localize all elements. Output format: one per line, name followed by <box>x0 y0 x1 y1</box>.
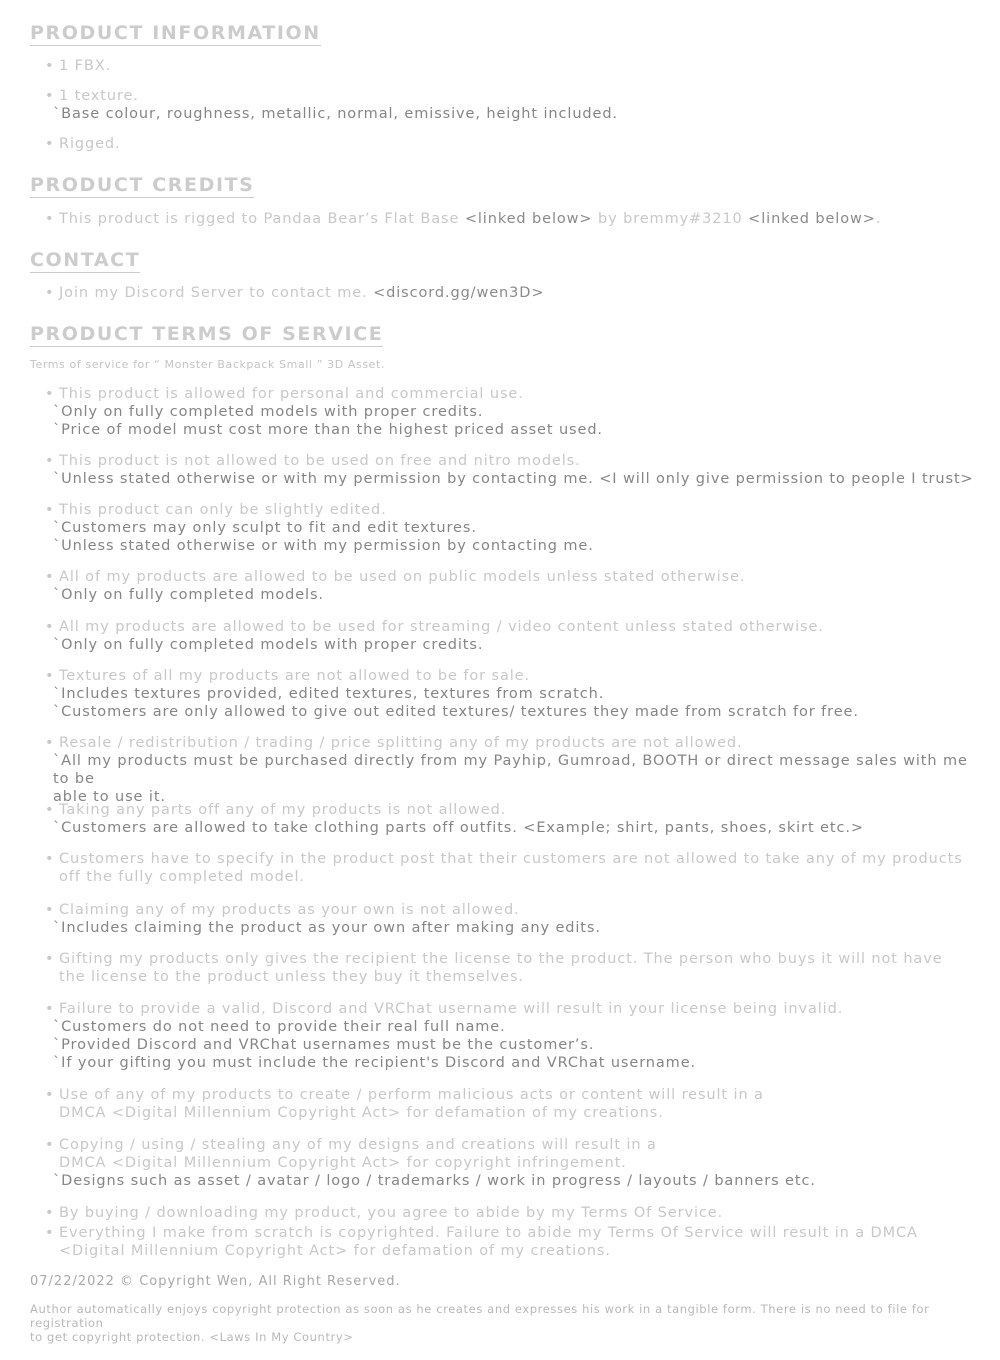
tos-item-continuation: the license to the product unless they buy it themselves. <box>59 969 524 985</box>
contact-heading: CONTACT <box>30 249 141 271</box>
bullet-icon: • <box>45 1137 55 1153</box>
tos-item: • Taking any parts off any of my products is not allowed. `Customers are allowed to take clothing parts off outfits. <Example; shirt, pants, shoes, skirt etc.> <box>45 801 980 837</box>
list-item: • This product is rigged to Pandaa Bear’s Flat Base <linked below> by bremmy#3210 <linked below>. <box>45 211 882 227</box>
tos-item: • This product can only be slightly edited. `Customers may only sculpt to fit and edit textures. `Unless stated otherwise or with my permission by contacting me. <box>45 501 980 555</box>
tos-item: • Failure to provide a valid, Discord and VRChat username will result in your license being invalid. `Customers do not need to provide their real full name. `Provided Discord and VRChat usernames must be the customer’s. `If your gifting you must include the recipient's Discord and VRChat username. <box>45 1000 980 1072</box>
tos-item-detail: able to use it. <box>53 789 166 805</box>
tos-item-detail: `Includes textures provided, edited textures, textures from scratch. <box>53 686 605 702</box>
bullet-icon: • <box>45 902 55 918</box>
tos-item-detail: `Customers do not need to provide their real full name. <box>53 1019 506 1035</box>
bullet-icon: • <box>45 58 55 74</box>
bullet-icon: • <box>45 386 55 402</box>
tos-intro: Terms of service for “ Monster Backpack Small ” 3D Asset. <box>30 358 386 371</box>
bullet-icon: • <box>45 802 55 818</box>
bullet-icon: • <box>45 285 55 301</box>
bullet-icon: • <box>45 453 55 469</box>
bullet-icon: • <box>45 1087 55 1103</box>
product-information-heading: PRODUCT INFORMATION <box>30 22 321 44</box>
contact-section <box>30 249 980 273</box>
bullet-icon: • <box>45 619 55 635</box>
list-item: • Rigged. <box>45 136 121 152</box>
list-item: • 1 texture. `Base colour, roughness, metallic, normal, emissive, height included. <box>45 88 618 122</box>
copyright-note: Author automatically enjoys copyright protection as soon as he creates and expresses his work in a tangible form. There is no need to file for registration to get copyright protection. <Laws In My Country> <box>30 1302 930 1344</box>
tos-item-detail: `Provided Discord and VRChat usernames must be the customer’s. <box>53 1037 595 1053</box>
bullet-icon: • <box>45 1205 55 1221</box>
tos-item: • Use of any of my products to create / perform malicious acts or content will result in a DMCA <Digital Millennium Copyright Act> for defamation of my creations. <box>45 1086 980 1122</box>
tos-item: • Textures of all my products are not allowed to be for sale. `Includes textures provided, edited textures, textures from scratch. `Customers are only allowed to give out edited textures/ textures they made from scratch for free. <box>45 667 980 721</box>
bullet-icon: • <box>45 1225 55 1241</box>
base-link[interactable]: <linked below> <box>464 211 593 227</box>
tos-item-detail: `Customers are only allowed to give out edited textures/ textures they made from scratch for free. <box>53 704 859 720</box>
tos-item: • This product is allowed for personal and commercial use. `Only on fully completed models with proper credits. `Price of model must cost more than the highest priced asset used. <box>45 385 980 439</box>
product-information-section <box>30 22 980 46</box>
rigger-link[interactable]: <linked below> <box>748 211 876 227</box>
tos-item-detail: `Price of model must cost more than the highest priced asset used. <box>53 422 603 438</box>
tos-item-continuation: <Digital Millennium Copyright Act> for defamation of my creations. <box>59 1243 611 1259</box>
tos-item-detail: `Customers are allowed to take clothing parts off outfits. <Example; shirt, pants, shoes, skirt etc.> <box>53 820 864 836</box>
tos-section <box>30 323 980 347</box>
bullet-icon: • <box>45 735 55 751</box>
list-item: • 1 FBX. <box>45 58 112 74</box>
tos-item: • All my products are allowed to be used for streaming / video content unless stated otherwise. `Only on fully completed models with proper credits. <box>45 618 980 654</box>
tos-item: • Claiming any of my products as your own is not allowed. `Includes claiming the product as your own after making any edits. <box>45 901 980 937</box>
tos-item-continuation: off the fully completed model. <box>59 869 305 885</box>
discord-link[interactable]: <discord.gg/wen3D> <box>373 285 545 301</box>
list-item: • Join my Discord Server to contact me. <discord.gg/wen3D> <box>45 285 545 301</box>
tos-item-continuation: DMCA <Digital Millennium Copyright Act> for copyright infringement. <box>59 1155 627 1171</box>
tos-item: • Copying / using / stealing any of my designs and creations will result in a DMCA <Digital Millennium Copyright Act> for copyright infringement. `Designs such as asset / avatar / logo / trademarks / work in progress / layouts / banners etc. <box>45 1136 980 1190</box>
tos-item: • All of my products are allowed to be used on public models unless stated otherwise. `Only on fully completed models. <box>45 568 980 604</box>
tos-item: • Resale / redistribution / trading / price splitting any of my products are not allowed. `All my products must be purchased directly from my Payhip, Gumroad, BOOTH or direct message sales with me to be able to use it. <box>45 734 980 806</box>
bullet-icon: • <box>45 1001 55 1017</box>
product-credits-heading: PRODUCT CREDITS <box>30 174 255 196</box>
bullet-icon: • <box>45 136 55 152</box>
tos-item-detail: `Customers may only sculpt to fit and edit textures. <box>53 520 477 536</box>
tos-item: • This product is not allowed to be used on free and nitro models. `Unless stated otherwise or with my permission by contacting me. <I will only give permission to people I trust> <box>45 452 980 488</box>
tos-item: • By buying / downloading my product, you agree to abide by my Terms Of Service. <box>45 1205 724 1221</box>
bullet-icon: • <box>45 851 55 867</box>
bullet-icon: • <box>45 88 55 104</box>
bullet-icon: • <box>45 211 55 227</box>
tos-item: • Everything I make from scratch is copyrighted. Failure to abide my Terms Of Service will result in a DMCA <Digital Millennium Copyright Act> for defamation of my creations. <box>45 1224 980 1260</box>
tos-item-detail: `Includes claiming the product as your own after making any edits. <box>53 920 601 936</box>
tos-item-detail: `Only on fully completed models with proper credits. <box>53 404 484 420</box>
tos-item-detail: `Designs such as asset / avatar / logo / trademarks / work in progress / layouts / banners etc. <box>53 1173 816 1189</box>
tos-item-detail: `Only on fully completed models with proper credits. <box>53 637 484 653</box>
tos-item-detail: `All my products must be purchased directly from my Payhip, Gumroad, BOOTH or direct message sales with me to be <box>53 753 968 787</box>
tos-item-detail: `Unless stated otherwise or with my permission by contacting me. <I will only give permission to people I trust> <box>53 471 974 487</box>
tos-heading: PRODUCT TERMS OF SERVICE <box>30 323 384 345</box>
copyright-line: 07/22/2022 © Copyright Wen, All Right Reserved. <box>30 1274 401 1289</box>
tos-item-detail: `Only on fully completed models. <box>53 587 324 603</box>
bullet-icon: • <box>45 569 55 585</box>
bullet-icon: • <box>45 668 55 684</box>
bullet-icon: • <box>45 951 55 967</box>
tos-item: • Gifting my products only gives the recipient the license to the product. The person who buys it will not have the license to the product unless they buy it themselves. <box>45 950 980 986</box>
bullet-icon: • <box>45 502 55 518</box>
product-credits-section <box>30 174 980 198</box>
tos-item-detail: `Unless stated otherwise or with my permission by contacting me. <box>53 538 594 554</box>
tos-item-detail: `If your gifting you must include the recipient's Discord and VRChat username. <box>53 1055 697 1071</box>
tos-item-continuation: DMCA <Digital Millennium Copyright Act> for defamation of my creations. <box>59 1105 664 1121</box>
tos-item: • Customers have to specify in the product post that their customers are not allowed to take any of my products off the fully completed model. <box>45 850 980 886</box>
